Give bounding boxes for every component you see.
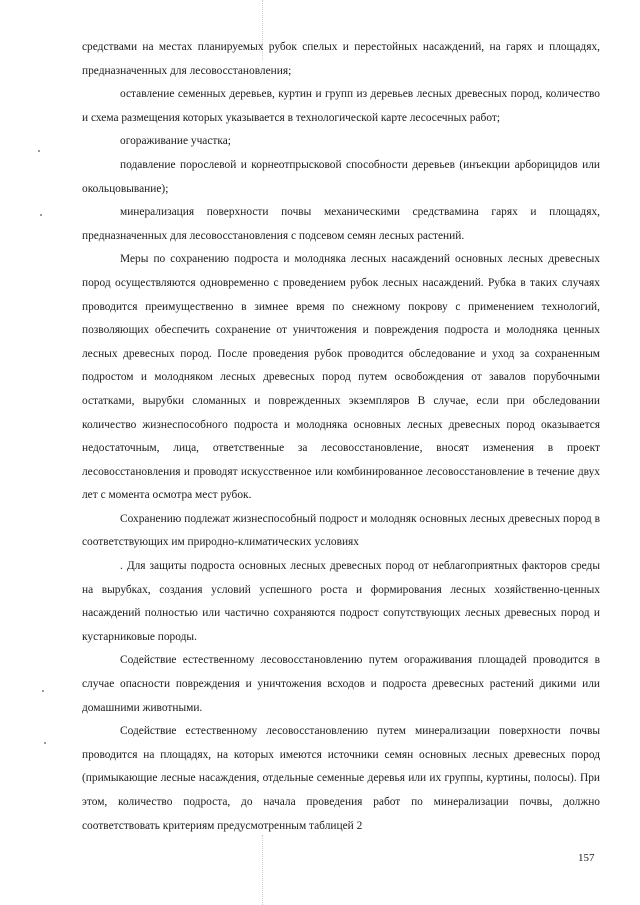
scan-speck xyxy=(42,690,44,692)
scan-speck xyxy=(40,214,42,216)
paragraph: подавление порослевой и корнеотпрысковой способности деревьев (инъекции арборицидов или окольцовывание); xyxy=(82,158,600,195)
document-body xyxy=(82,36,600,838)
paragraph: . Для защиты подроста основных лесных древесных пород от неблагоприятных факторов среды на вырубках, создания условий успешного роста и формирования лесных хозяйственно-ценных насаждений полностью или частично сохраняются подрост сопутствующих лесных древесных пород и кустарниковые породы. xyxy=(82,560,600,643)
paragraph: Содействие естественному лесовосстановлению путем огораживания площадей проводится в случае опасности повреждения и уничтожения всходов и подроста древесных растений дикими или домашними животными. xyxy=(82,654,600,714)
scan-speck xyxy=(44,742,46,744)
scan-fold-line xyxy=(262,835,263,905)
paragraph: огораживание участка; xyxy=(120,135,231,148)
paragraph: минерализация поверхности почвы механическими средствамина гарях и площадях, предназначенных для лесовосстановления с подсевом семян лесных растений. xyxy=(82,206,600,242)
paragraph: Содействие естественному лесовосстановлению путем минерализации поверхности почвы проводится на площадях, на которых имеются источники семян основных лесных древесных пород (примыкающие лесные насаждения, отдельные семенные деревья или их группы, куртины, полосы). При этом, количество подроста, до начала проведения работ по минерализации почвы, должно соответствовать критериям предусмотренным таблицей 2 xyxy=(82,725,600,832)
paragraph: Сохранению подлежат жизнеспособный подрост и молодняк основных лесных древесных пород в соответствующих им природно-климатических условиях xyxy=(82,512,600,549)
paragraph: оставление семенных деревьев, куртин и групп из деревьев лесных древесных пород, количество и схема размещения которых указывается в технологической карте лесосечных работ; xyxy=(82,88,600,124)
scan-speck xyxy=(38,150,40,152)
paragraph: средствами на местах планируемых рубок спелых и перестойных насаждений, на гарях и площадях, предназначенных для лесовосстановления; xyxy=(82,41,600,77)
page-number: 157 xyxy=(578,852,595,864)
paragraph: Меры по сохранению подроста и молодняка лесных насаждений основных лесных древесных пород осуществляются одновременно с проведением рубок лесных насаждений. Рубка в таких случаях проводится преимущественно в зимнее время по снежному покрову с применением технологий, позволяющих обеспечить сохранение от уничтожения и повреждения подроста и молодняка ценных лесных древесных пород. После проведения рубок проводится обследование и уход за сохраненным подростом и молодняком лесных древесных пород путем освобождения от завалов порубочными остатками, вырубки сломанных и поврежденных экземпляров В случае, если при обследовании количество жизнеспособного подроста и молодняка основных лесных древесных пород оказывается недостаточным, лица, ответственные за лесовосстановление, вносят изменения в проект лесовосстановления и проводят искусственное или комбинированное лесовосстановление в течение двух лет с момента осмотра мест рубок. xyxy=(82,253,600,502)
